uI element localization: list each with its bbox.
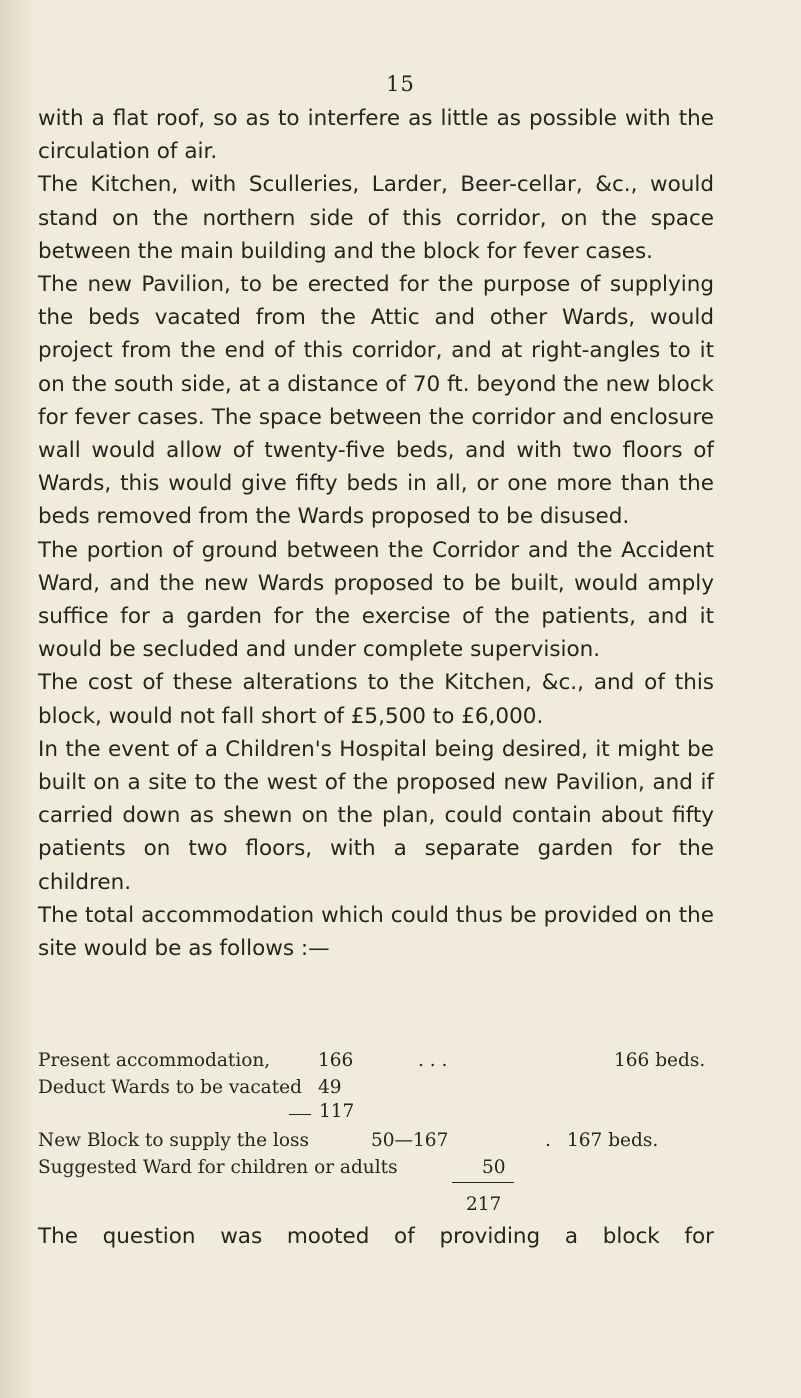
row-new-block-value: 50—167 xyxy=(371,1130,449,1151)
row-new-block-label: New Block to supply the loss xyxy=(38,1130,309,1151)
row-deduct-value: 49 xyxy=(318,1077,342,1098)
page-number: 15 xyxy=(386,72,415,96)
row-new-block-dot: . xyxy=(545,1130,551,1151)
row-present-total: 166 beds. xyxy=(614,1050,706,1071)
paragraph: The total accommodation which could thus be provided on the site would be as follows :— xyxy=(38,902,714,962)
row-present-dots: . . . xyxy=(418,1050,448,1071)
row-children-value: 50 xyxy=(482,1157,506,1178)
row-children-label: Suggested Ward for children or adults xyxy=(38,1157,398,1178)
paragraph: The new Pavilion, to be erected for the purpose of supplying the beds vacated from the Attic and other Wards, would project from the end of this corridor, and at right-angles to it on the south side, at a distance of 70 ft. beyond the new block for fever cases. The space between the corridor and enclosure wall would allow of twenty-five beds, and with two floors of Wards, this would give fifty beds in all, or one more than the beds removed from the Wards proposed to be disused. xyxy=(38,272,714,530)
grand-total-value: 217 xyxy=(466,1194,502,1215)
row-present-label: Present accommodation, xyxy=(38,1050,271,1071)
grand-total-rule xyxy=(452,1182,514,1183)
row-present-value: 166 xyxy=(318,1050,354,1071)
paragraph: The portion of ground between the Corridor and the Accident Ward, and the new Wards proposed to be built, would amply suffice for a garden for the exercise of the patients, and it would be secluded and under complete supervision. xyxy=(38,537,714,663)
paragraph: The cost of these alterations to the Kitchen, &c., and of this block, would not fall short of £5,500 to £6,000. xyxy=(38,670,714,729)
row-new-block-total: 167 beds. xyxy=(567,1130,659,1151)
row-deduct-label: Deduct Wards to be vacated xyxy=(38,1077,302,1098)
closing-line: The question was mooted of providing a block for xyxy=(38,1224,714,1249)
paragraph: In the event of a Children's Hospital being desired, it might be built on a site to the west of the proposed new Pavilion, and if carried down as shewn on the plan, could contain about fifty patients on two floors, with a separate garden for the children. xyxy=(38,736,714,895)
paragraph: The Kitchen, with Sculleries, Larder, Beer-cellar, &c., would stand on the northern side of this corridor, on the space between the main building and the block for fever cases. xyxy=(38,172,714,264)
paragraph: with a flat roof, so as to interfere as little as possible with the circulation of air. xyxy=(38,106,714,165)
subtotal-value: 117 xyxy=(319,1101,355,1122)
subtotal-rule xyxy=(289,1114,311,1115)
